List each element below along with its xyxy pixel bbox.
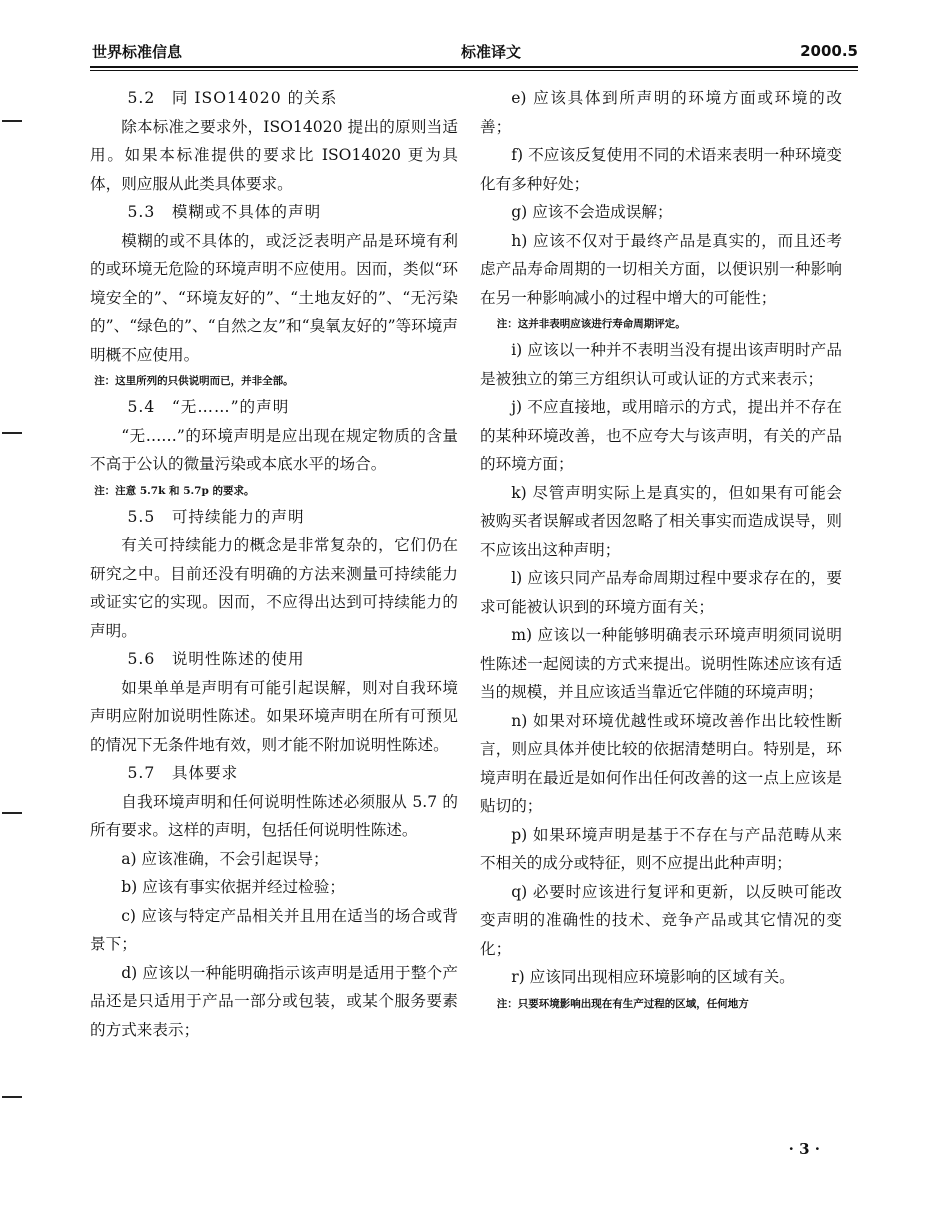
margin-mark: [2, 120, 22, 122]
list-item: f) 不应该反复使用不同的术语来表明一种环境变化有多种好处；: [480, 146, 842, 193]
list-item: d) 应该以一种能明确指示该声明是适用于整个产品还是只适用于产品一部分或包装，或某个服务要素的方式来表示；: [90, 963, 458, 1039]
header-rule-thin: [90, 70, 858, 71]
header-issue: 2000.5: [800, 42, 858, 60]
list-item: j) 不应直接地，或用暗示的方式，提出并不存在的某种环境改善，也不应夸大与该声明，有关的产品的环境方面；: [480, 398, 842, 473]
section-heading: 5.5 可持续能力的声明: [127, 507, 305, 526]
section-heading: 5.3 模糊或不具体的声明: [127, 203, 322, 221]
margin-mark: [2, 812, 22, 814]
running-header: [92, 38, 858, 64]
list-item: r) 应该同出现相应环境影响的区域有关。: [511, 968, 795, 986]
list-item: l) 应该只同产品寿命周期过程中要求存在的，要求可能被认识到的环境方面有关；: [480, 569, 842, 616]
header-publication: 世界标准信息: [92, 42, 183, 61]
header-section: 标准译文: [461, 42, 522, 61]
paragraph: 除本标准之要求外，ISO14020 提出的原则当适用。如果本标准提供的要求比 ISO14020 更为具体，则应服从此类具体要求。: [90, 117, 458, 193]
list-item: m) 应该以一种能够明确表示环境声明须同说明性陈述一起阅读的方式来提出。说明性陈述应该有适当的规模，并且应该适当靠近它伴随的环境声明；: [480, 626, 842, 701]
section-heading: 5.7 具体要求: [127, 764, 239, 782]
list-item: i) 应该以一种并不表明当没有提出该声明时产品是被独立的第三方组织认可或认证的方式来表示；: [480, 341, 842, 388]
header-rule: [90, 66, 858, 68]
note: 注：注意 5.7k 和 5.7p 的要求。: [94, 484, 255, 497]
paragraph: “无……”的环境声明是应出现在规定物质的含量不高于公认的微量污染或本底水平的场合。: [90, 426, 458, 473]
list-item: q) 必要时应该进行复评和更新，以反映可能改变声明的准确性的技术、竞争产品或其它情况的变化；: [480, 882, 842, 958]
note: 注：这里所列的只供说明而已，并非全部。: [94, 375, 294, 387]
section-heading: 5.2 同 ISO14020 的关系: [127, 89, 338, 107]
right-column: [480, 84, 842, 1016]
page-number: · 3 ·: [788, 1140, 820, 1158]
list-item: p) 如果环境声明是基于不存在与产品范畴从来不相关的成分或特征，则不应提出此种声明；: [480, 825, 842, 872]
paragraph: 模糊的或不具体的，或泛泛表明产品是环境有利的或环境无危险的环境声明不应使用。因而，类似“环境安全的”、“环境友好的”、“土地友好的”、“无污染的”、“绿色的”、“自然之友”和“臭氧友好的”等环境声明概不应使用。: [90, 231, 458, 364]
note: 注：这并非表明应该进行寿命周期评定。: [496, 318, 686, 330]
list-item: e) 应该具体到所声明的环境方面或环境的改善；: [480, 89, 842, 136]
list-item: h) 应该不仅对于最终产品是真实的，而且还考虑产品寿命周期的一切相关方面，以便识别一种影响在另一种影响减小的过程中增大的可能性；: [480, 231, 842, 307]
margin-mark: [2, 432, 22, 434]
list-item: n) 如果对环境优越性或环境改善作出比较性断言，则应具体并使比较的依据清楚明白。特别是，环境声明在最近是如何作出任何改善的这一点上应该是贴切的；: [480, 711, 842, 815]
section-heading: 5.4 “无……”的声明: [127, 398, 290, 416]
section-heading: 5.6 说明性陈述的使用: [127, 650, 305, 668]
list-item: g) 应该不会造成误解；: [511, 203, 673, 221]
list-item: k) 尽管声明实际上是真实的，但如果有可能会被购买者误解或者因忽略了相关事实而造成误导，则不应该出这种声明；: [480, 483, 842, 559]
margin-mark: [2, 1096, 22, 1098]
paragraph: 如果单单是声明有可能引起误解，则对自我环境声明应附加说明性陈述。如果环境声明在所有可预见的情况下无条件地有效，则才能不附加说明性陈述。: [90, 678, 458, 754]
list-item: a) 应该准确，不会引起误导；: [121, 849, 329, 868]
list-item: c) 应该与特定产品相关并且用在适当的场合或背景下；: [90, 906, 458, 953]
left-column: [90, 84, 458, 1044]
list-item: b) 应该有事实依据并经过检验；: [121, 878, 345, 896]
paragraph: 自我环境声明和任何说明性陈述必须服从 5.7 的所有要求。这样的声明，包括任何说明性陈述。: [90, 792, 458, 839]
paragraph: 有关可持续能力的概念是非常复杂的，它们仍在研究之中。目前还没有明确的方法来测量可持续能力或证实它的实现。因而，不应得出达到可持续能力的声明。: [90, 536, 458, 640]
note: 注：只要环境影响出现在有生产过程的区域，任何地方: [496, 997, 749, 1010]
